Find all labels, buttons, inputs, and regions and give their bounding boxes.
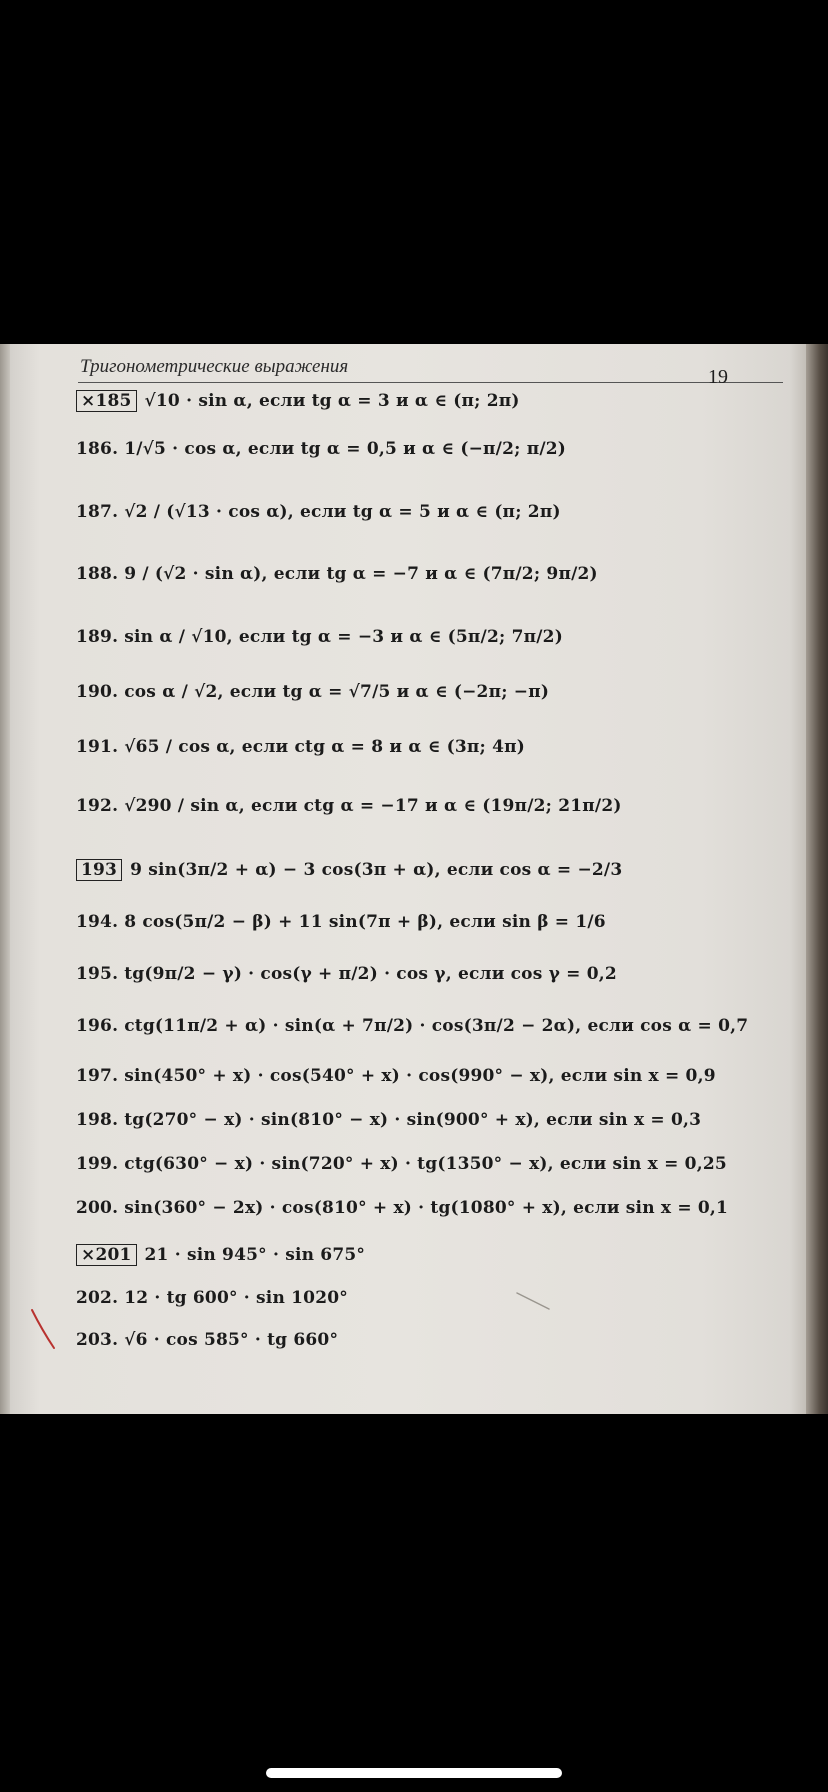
problem-number: 191. [76,737,119,757]
problem-expression: 1/√5 · cos α, если tg α = 0,5 и α ∈ (−π/2; π/2) [124,439,567,459]
problem-number: 189. [76,627,119,647]
problem-expression: 8 cos(5π/2 − β) + 11 sin(7π + β), если sin β = 1/6 [124,912,606,932]
red-pen-mark [28,1304,68,1364]
problem-expression: sin α / √10, если tg α = −3 и α ∈ (5π/2; 7π/2) [124,627,563,647]
problem-number: 190. [76,682,119,702]
problem-expression: √10 · sin α, если tg α = 3 и α ∈ (π; 2π) [144,391,520,411]
problem-202 [76,1288,348,1308]
problem-expression: ctg(630° − x) · sin(720° + x) · tg(1350° − x), если sin x = 0,25 [124,1154,727,1174]
problem-expression: 9 sin(3π/2 + α) − 3 cos(3π + α), если cos α = −2/3 [130,860,623,880]
problem-191 [76,737,525,757]
problem-number: 188. [76,564,119,584]
problem-186 [76,439,566,459]
problem-number: 193 [76,859,122,881]
problem-188 [76,564,598,584]
problem-197 [76,1066,716,1086]
problem-201 [76,1244,365,1266]
problem-number: 194. [76,912,119,932]
problem-expression: 9 / (√2 · sin α), если tg α = −7 и α ∈ (7π/2; 9π/2) [124,564,598,584]
home-indicator[interactable] [266,1768,562,1778]
problem-number: 197. [76,1066,119,1086]
problem-expression: tg(9π/2 − γ) · cos(γ + π/2) · cos γ, если cos γ = 0,2 [124,964,617,984]
problem-expression: ctg(11π/2 + α) · sin(α + 7π/2) · cos(3π/2 − 2α), если cos α = 0,7 [124,1016,749,1036]
problem-number: ×201 [76,1244,137,1266]
problem-number: 186. [76,439,119,459]
problem-194 [76,912,606,932]
problem-expression: sin(360° − 2x) · cos(810° + x) · tg(1080° + x), если sin x = 0,1 [124,1198,729,1218]
problem-203 [76,1330,338,1350]
problem-expression: tg(270° − x) · sin(810° − x) · sin(900° + x), если sin x = 0,3 [124,1110,702,1130]
page-number: 19 [708,366,728,388]
problem-number: 195. [76,964,119,984]
problem-expression: √290 / sin α, если ctg α = −17 и α ∈ (19π/2; 21π/2) [124,796,622,816]
problem-192 [76,796,622,816]
problem-number: 192. [76,796,119,816]
problem-185 [76,390,520,412]
problem-number: 200. [76,1198,119,1218]
problem-195 [76,964,617,984]
problem-number: 198. [76,1110,119,1130]
problem-196 [76,1016,748,1036]
problem-193 [76,859,622,881]
page-right-edge [806,344,828,1414]
problem-198 [76,1110,701,1130]
book-page-photo [0,344,828,1414]
problem-expression: √2 / (√13 · cos α), если tg α = 5 и α ∈ (π; 2π) [124,502,561,522]
problem-expression: sin(450° + x) · cos(540° + x) · cos(990° − x), если sin x = 0,9 [124,1066,716,1086]
page-left-edge [0,344,10,1414]
problem-187 [76,502,561,522]
problem-number: ×185 [76,390,137,412]
problem-199 [76,1154,727,1174]
header-rule [78,382,783,383]
running-header: Тригонометрические выражения [80,356,349,377]
problem-190 [76,682,549,702]
problem-expression: 21 · sin 945° · sin 675° [144,1245,366,1265]
problem-number: 187. [76,502,119,522]
problem-number: 199. [76,1154,119,1174]
problem-200 [76,1198,728,1218]
problem-number: 196. [76,1016,119,1036]
problem-expression: √65 / cos α, если ctg α = 8 и α ∈ (3π; 4π) [124,737,526,757]
problem-number: 202. [76,1288,119,1308]
problem-189 [76,627,563,647]
problem-expression: cos α / √2, если tg α = √7/5 и α ∈ (−2π; −π) [124,682,550,702]
problem-expression: √6 · cos 585° · tg 660° [124,1330,339,1350]
problem-number: 203. [76,1330,119,1350]
pencil-mark [515,1289,555,1319]
problem-expression: 12 · tg 600° · sin 1020° [124,1288,348,1308]
